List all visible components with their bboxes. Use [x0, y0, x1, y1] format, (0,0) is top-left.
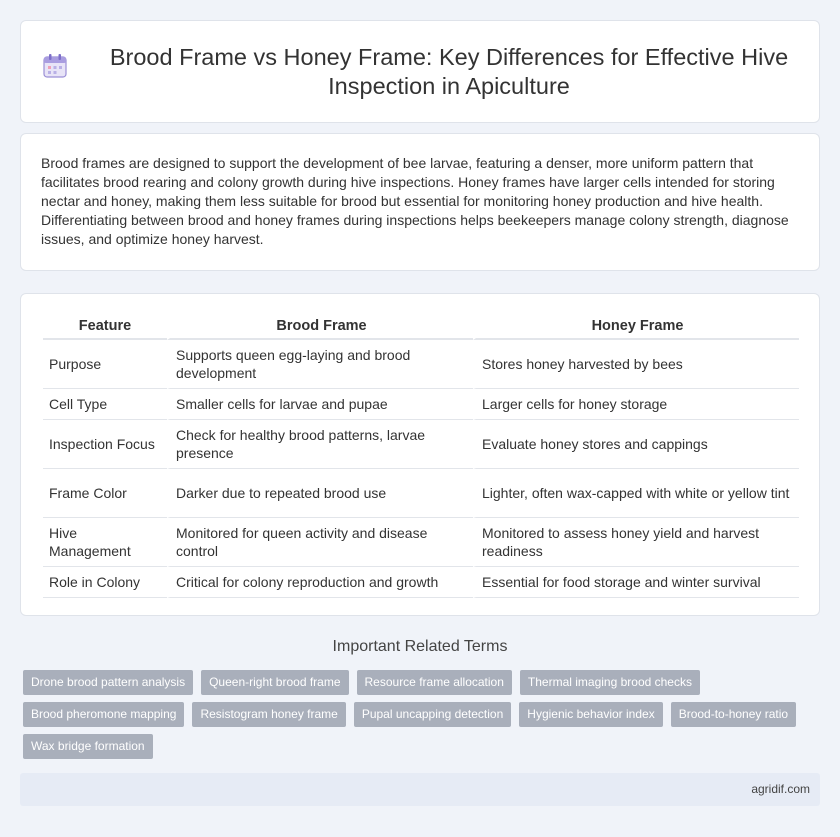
term-tag[interactable]: Hygienic behavior index: [519, 702, 662, 727]
table-cell: Larger cells for honey storage: [473, 389, 799, 420]
column-header: Brood Frame: [167, 312, 473, 340]
footer-site-link[interactable]: agridif.com: [751, 782, 810, 796]
table-cell: Purpose: [43, 340, 167, 389]
table-cell: Supports queen egg-laying and brood development: [167, 340, 473, 389]
table-cell: Essential for food storage and winter survival: [473, 567, 799, 598]
related-terms-list: [23, 670, 823, 766]
table-cell: Role in Colony: [43, 567, 167, 598]
table-row: [43, 469, 799, 518]
table-cell: Monitored for queen activity and disease control: [167, 518, 473, 567]
term-tag[interactable]: Drone brood pattern analysis: [23, 670, 193, 695]
table-cell: Frame Color: [43, 469, 167, 518]
term-tag[interactable]: Pupal uncapping detection: [354, 702, 511, 727]
table-cell: Inspection Focus: [43, 420, 167, 469]
table-cell: Cell Type: [43, 389, 167, 420]
table-cell: Stores honey harvested by bees: [473, 340, 799, 389]
table-cell: Hive Management: [43, 518, 167, 567]
table-cell: Check for healthy brood patterns, larvae presence: [167, 420, 473, 469]
table-header-row: [43, 312, 799, 340]
table-cell: Smaller cells for larvae and pupae: [167, 389, 473, 420]
column-header: Feature: [43, 312, 167, 340]
term-tag[interactable]: Brood-to-honey ratio: [671, 702, 796, 727]
table-cell: Lighter, often wax-capped with white or yellow tint: [473, 469, 799, 518]
table-cell: Critical for colony reproduction and growth: [167, 567, 473, 598]
table-row: [43, 340, 799, 389]
term-tag[interactable]: Wax bridge formation: [23, 734, 153, 759]
table-row: [43, 420, 799, 469]
comparison-card: [20, 293, 820, 616]
term-tag[interactable]: Thermal imaging brood checks: [520, 670, 700, 695]
column-header: Honey Frame: [473, 312, 799, 340]
table-cell: Monitored to assess honey yield and harvest readiness: [473, 518, 799, 567]
title-card: [20, 20, 820, 123]
table-cell: Darker due to repeated brood use: [167, 469, 473, 518]
comparison-table: [43, 312, 799, 598]
intro-card: [20, 133, 820, 271]
page-title: Brood Frame vs Honey Frame: Key Differences for Effective Hive Inspection in Apiculture: [109, 43, 789, 99]
related-terms-title: Important Related Terms: [332, 638, 508, 655]
term-tag[interactable]: Brood pheromone mapping: [23, 702, 184, 727]
calendar-icon: [40, 51, 70, 81]
footer: [20, 773, 820, 806]
table-row: [43, 567, 799, 598]
term-tag[interactable]: Resistogram honey frame: [192, 702, 345, 727]
term-tag[interactable]: Queen-right brood frame: [201, 670, 348, 695]
table-cell: Evaluate honey stores and cappings: [473, 420, 799, 469]
table-row: [43, 389, 799, 420]
table-row: [43, 518, 799, 567]
intro-paragraph: Brood frames are designed to support the development of bee larvae, featuring a denser, more uniform pattern that facilitates brood rearing and colony growth during hive inspections. Honey frames have larger cells intended for storing nectar and honey, making them less suitable for brood but essential for monitoring honey production and hive health. Differentiating between brood and honey frames during inspections helps beekeepers manage colony strength, diagnose issues, and optimize honey harvest.: [41, 155, 789, 247]
term-tag[interactable]: Resource frame allocation: [357, 670, 512, 695]
